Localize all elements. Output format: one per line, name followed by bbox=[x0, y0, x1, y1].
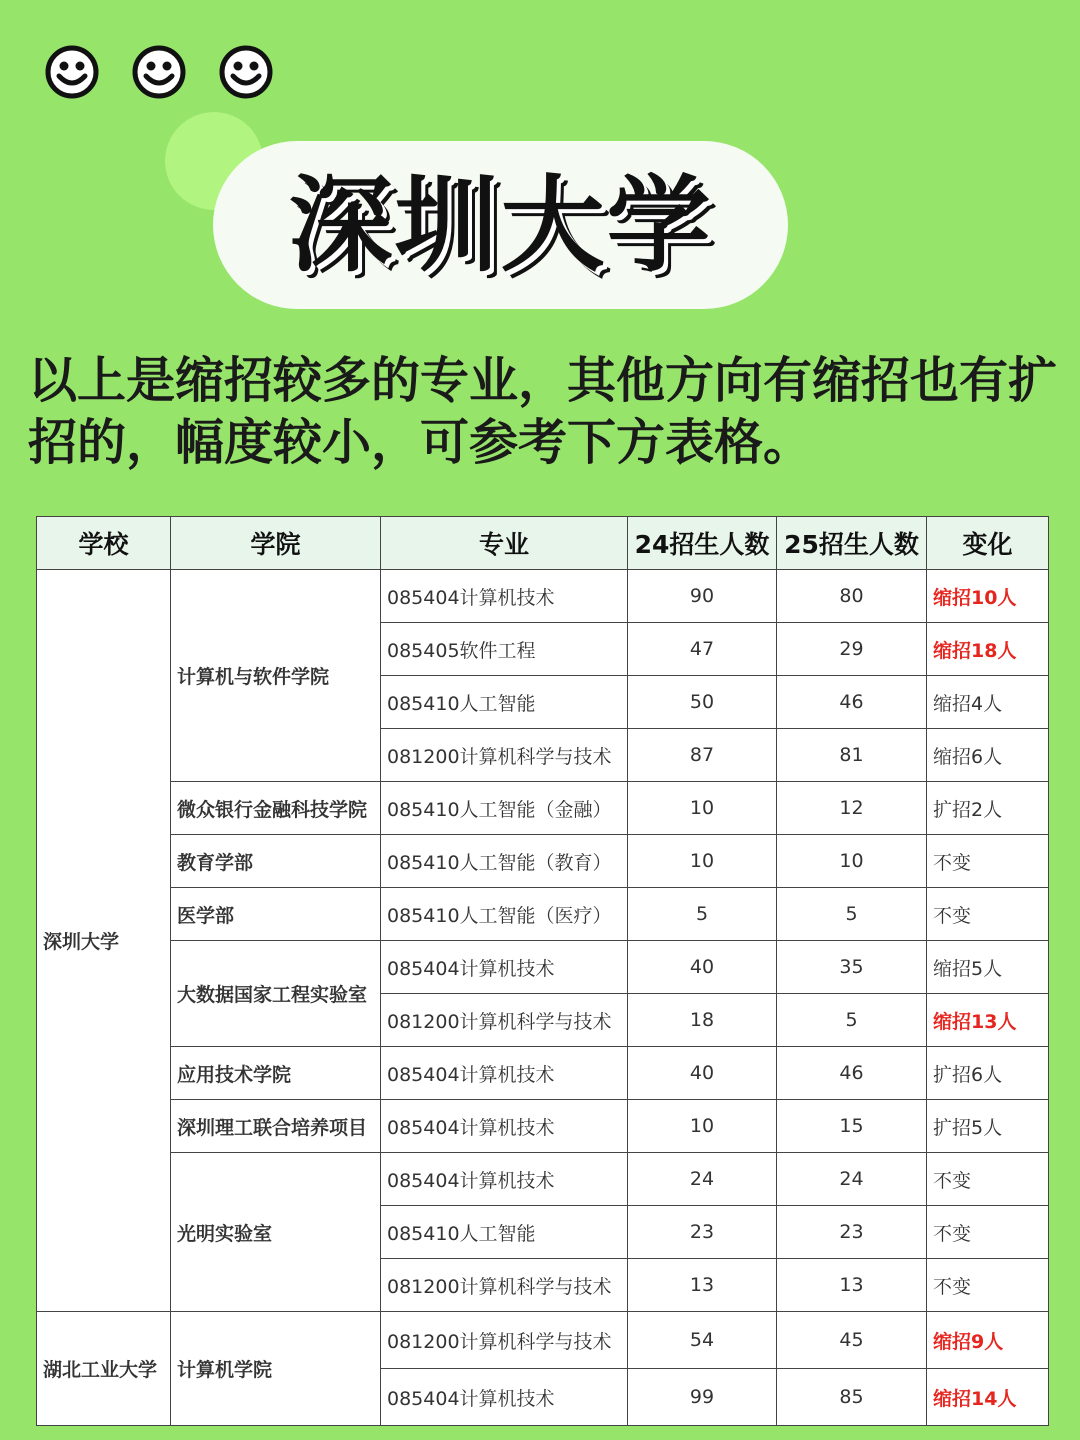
major-cell: 085404计算机技术 bbox=[381, 1369, 628, 1426]
enroll-2025-cell: 29 bbox=[777, 623, 927, 676]
enroll-2025-cell: 24 bbox=[777, 1153, 927, 1206]
enroll-2025-cell: 12 bbox=[777, 782, 927, 835]
enroll-2025-cell: 46 bbox=[777, 676, 927, 729]
table-row bbox=[37, 1047, 1049, 1100]
enroll-2025-cell: 80 bbox=[777, 570, 927, 623]
enroll-2025-cell: 35 bbox=[777, 941, 927, 994]
header-college: 学院 bbox=[171, 517, 381, 570]
enroll-2024-cell: 24 bbox=[628, 1153, 777, 1206]
major-cell: 081200计算机科学与技术 bbox=[381, 729, 628, 782]
school-cell: 深圳大学 bbox=[37, 570, 171, 1312]
major-cell: 085410人工智能（医疗） bbox=[381, 888, 628, 941]
enroll-2025-cell: 10 bbox=[777, 835, 927, 888]
enroll-2025-cell: 81 bbox=[777, 729, 927, 782]
table-header-row bbox=[37, 517, 1049, 570]
change-cell: 缩招10人 bbox=[927, 570, 1049, 623]
major-cell: 081200计算机科学与技术 bbox=[381, 1259, 628, 1312]
college-cell: 计算机学院 bbox=[171, 1312, 381, 1426]
major-cell: 085404计算机技术 bbox=[381, 941, 628, 994]
major-cell: 085404计算机技术 bbox=[381, 1100, 628, 1153]
enroll-2024-cell: 54 bbox=[628, 1312, 777, 1369]
change-cell: 扩招5人 bbox=[927, 1100, 1049, 1153]
enroll-2024-cell: 10 bbox=[628, 782, 777, 835]
table-row bbox=[37, 941, 1049, 994]
enroll-2024-cell: 47 bbox=[628, 623, 777, 676]
college-cell: 医学部 bbox=[171, 888, 381, 941]
college-cell: 应用技术学院 bbox=[171, 1047, 381, 1100]
enroll-2025-cell: 5 bbox=[777, 888, 927, 941]
table-row bbox=[37, 1153, 1049, 1206]
change-cell: 不变 bbox=[927, 1206, 1049, 1259]
smiley-icon bbox=[218, 44, 274, 100]
major-cell: 081200计算机科学与技术 bbox=[381, 994, 628, 1047]
enroll-2025-cell: 23 bbox=[777, 1206, 927, 1259]
major-cell: 085410人工智能 bbox=[381, 1206, 628, 1259]
table-row bbox=[37, 1100, 1049, 1153]
table-row bbox=[37, 1312, 1049, 1369]
enroll-2025-cell: 85 bbox=[777, 1369, 927, 1426]
change-cell: 缩招5人 bbox=[927, 941, 1049, 994]
header-school: 学校 bbox=[37, 517, 171, 570]
change-cell: 扩招6人 bbox=[927, 1047, 1049, 1100]
header-2024-enrollment: 24招生人数 bbox=[628, 517, 777, 570]
table-row bbox=[37, 888, 1049, 941]
college-cell: 深圳理工联合培养项目 bbox=[171, 1100, 381, 1153]
enroll-2024-cell: 99 bbox=[628, 1369, 777, 1426]
major-cell: 085410人工智能（教育） bbox=[381, 835, 628, 888]
major-cell: 081200计算机科学与技术 bbox=[381, 1312, 628, 1369]
major-cell: 085404计算机技术 bbox=[381, 1047, 628, 1100]
change-cell: 不变 bbox=[927, 888, 1049, 941]
enroll-2025-cell: 46 bbox=[777, 1047, 927, 1100]
enroll-2025-cell: 15 bbox=[777, 1100, 927, 1153]
major-cell: 085405软件工程 bbox=[381, 623, 628, 676]
enroll-2024-cell: 40 bbox=[628, 1047, 777, 1100]
change-cell: 缩招4人 bbox=[927, 676, 1049, 729]
change-cell: 扩招2人 bbox=[927, 782, 1049, 835]
enroll-2024-cell: 90 bbox=[628, 570, 777, 623]
enrollment-table bbox=[36, 516, 1049, 1426]
college-cell: 光明实验室 bbox=[171, 1153, 381, 1312]
table-row bbox=[37, 835, 1049, 888]
enroll-2025-cell: 5 bbox=[777, 994, 927, 1047]
major-cell: 085404计算机技术 bbox=[381, 1153, 628, 1206]
header-2025-enrollment: 25招生人数 bbox=[777, 517, 927, 570]
enroll-2024-cell: 18 bbox=[628, 994, 777, 1047]
enroll-2025-cell: 13 bbox=[777, 1259, 927, 1312]
change-cell: 不变 bbox=[927, 1153, 1049, 1206]
intro-text: 以上是缩招较多的专业，其他方向有缩招也有扩招的，幅度较小，可参考下方表格。 bbox=[28, 352, 1058, 471]
school-cell: 湖北工业大学 bbox=[37, 1312, 171, 1426]
table-row bbox=[37, 570, 1049, 623]
change-cell: 缩招13人 bbox=[927, 994, 1049, 1047]
smiley-icon bbox=[131, 44, 187, 100]
change-cell: 缩招6人 bbox=[927, 729, 1049, 782]
enroll-2024-cell: 10 bbox=[628, 835, 777, 888]
header-major: 专业 bbox=[381, 517, 628, 570]
enroll-2024-cell: 40 bbox=[628, 941, 777, 994]
enroll-2025-cell: 45 bbox=[777, 1312, 927, 1369]
enroll-2024-cell: 23 bbox=[628, 1206, 777, 1259]
table-row bbox=[37, 782, 1049, 835]
college-cell: 微众银行金融科技学院 bbox=[171, 782, 381, 835]
smiley-icon bbox=[44, 44, 100, 100]
enroll-2024-cell: 5 bbox=[628, 888, 777, 941]
college-cell: 大数据国家工程实验室 bbox=[171, 941, 381, 1047]
change-cell: 不变 bbox=[927, 835, 1049, 888]
page-title: 深圳大学 bbox=[288, 164, 713, 286]
major-cell: 085404计算机技术 bbox=[381, 570, 628, 623]
change-cell: 缩招9人 bbox=[927, 1312, 1049, 1369]
enroll-2024-cell: 87 bbox=[628, 729, 777, 782]
change-cell: 缩招18人 bbox=[927, 623, 1049, 676]
title-banner bbox=[213, 141, 788, 309]
change-cell: 不变 bbox=[927, 1259, 1049, 1312]
college-cell: 教育学部 bbox=[171, 835, 381, 888]
enroll-2024-cell: 13 bbox=[628, 1259, 777, 1312]
major-cell: 085410人工智能 bbox=[381, 676, 628, 729]
change-cell: 缩招14人 bbox=[927, 1369, 1049, 1426]
header-change: 变化 bbox=[927, 517, 1049, 570]
enroll-2024-cell: 50 bbox=[628, 676, 777, 729]
enroll-2024-cell: 10 bbox=[628, 1100, 777, 1153]
college-cell: 计算机与软件学院 bbox=[171, 570, 381, 782]
major-cell: 085410人工智能（金融） bbox=[381, 782, 628, 835]
